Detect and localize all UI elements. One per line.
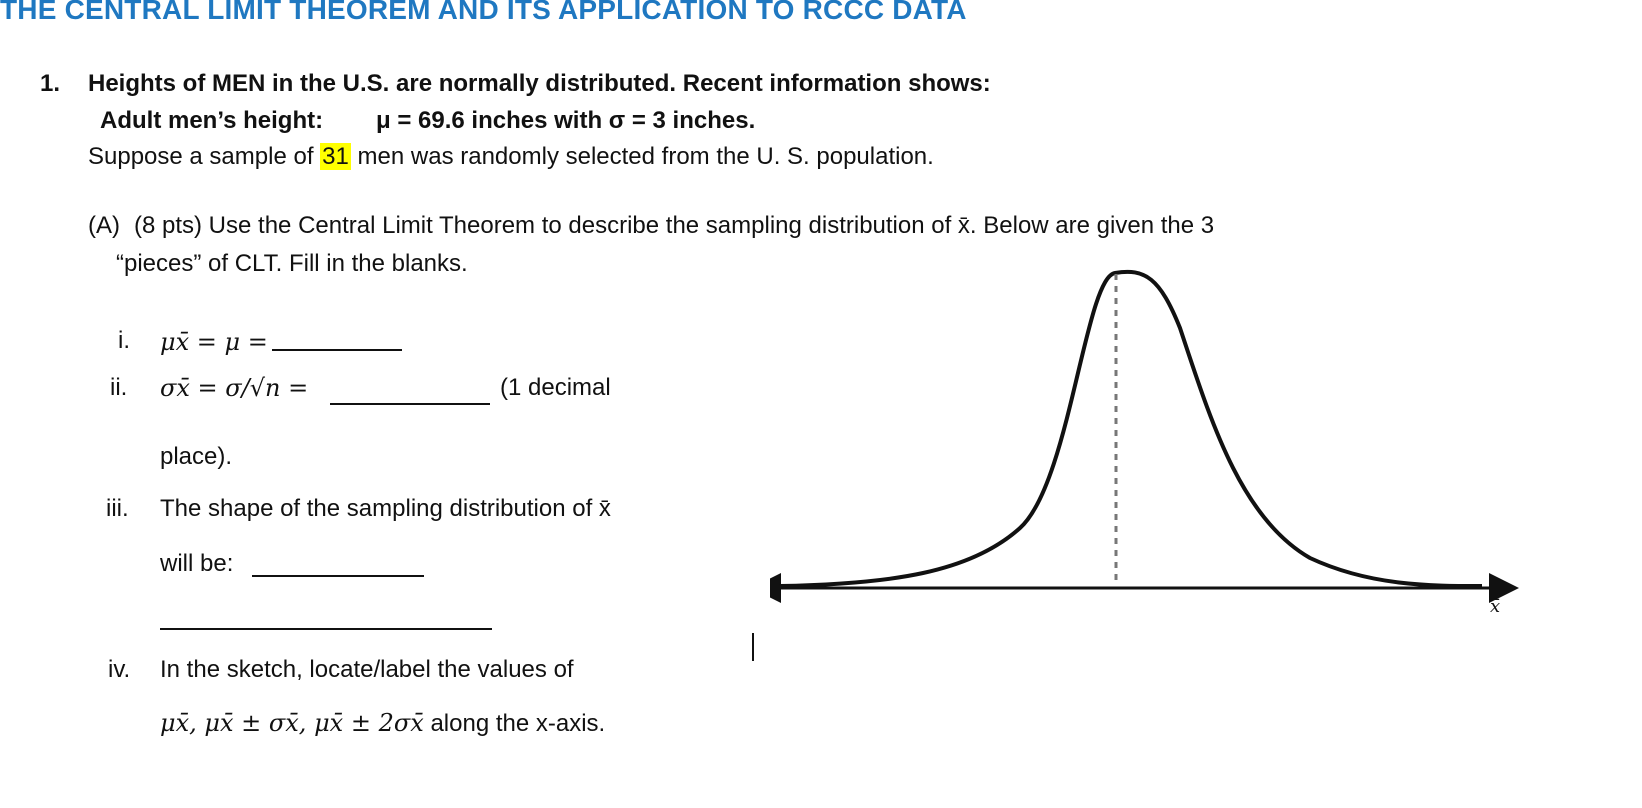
item-ii-blank[interactable] bbox=[330, 402, 490, 405]
item-i-formula: μx̄ = μ = bbox=[160, 328, 268, 356]
item-iii-text: The shape of the sampling distribution of x̄ bbox=[160, 495, 611, 522]
sample-text-after: men was randomly selected from the U. S. population. bbox=[357, 143, 934, 170]
item-iv-cont-text: along the x-axis. bbox=[430, 710, 606, 737]
bell-curve bbox=[780, 272, 1482, 586]
question-line-1: Heights of MEN in the U.S. are normally distributed. Recent information shows: bbox=[88, 70, 991, 97]
sample-text-before: Suppose a sample of bbox=[88, 143, 314, 170]
item-i-numeral: i. bbox=[118, 327, 130, 354]
item-ii-formula: σx̄ = σ/√n = bbox=[160, 374, 309, 402]
item-iv-numeral: iv. bbox=[108, 656, 131, 683]
part-a-text-line-2: “pieces” of CLT. Fill in the blanks. bbox=[116, 250, 468, 277]
x-axis-label: x̄ bbox=[1490, 596, 1501, 617]
item-i-blank[interactable] bbox=[272, 348, 402, 351]
item-iv-math: μx̄, μx̄ ± σx̄, μx̄ ± 2σx̄ bbox=[160, 709, 424, 737]
item-iii-blank-1[interactable] bbox=[252, 574, 424, 577]
item-ii-continuation: place). bbox=[160, 443, 233, 470]
item-iv-text: In the sketch, locate/label the values of bbox=[160, 656, 574, 683]
sample-size-highlight: 31 bbox=[322, 143, 349, 170]
normal-curve-sketch bbox=[770, 268, 1530, 628]
item-ii-suffix: (1 decimal bbox=[500, 374, 611, 401]
part-a-label: (A) bbox=[88, 212, 120, 239]
text-cursor bbox=[752, 633, 754, 661]
item-iii-continuation: will be: bbox=[160, 550, 234, 577]
item-iv-continuation bbox=[160, 709, 605, 738]
item-ii-numeral: ii. bbox=[110, 374, 128, 401]
item-iii-blank-2[interactable] bbox=[160, 627, 492, 630]
question-line-3 bbox=[88, 143, 934, 171]
question-line-2-value: μ = 69.6 inches with σ = 3 inches. bbox=[376, 107, 756, 134]
question-number: 1. bbox=[40, 70, 61, 97]
part-a-text-line-1: (8 pts) Use the Central Limit Theorem to describe the sampling distribution of x̄. Below are given the 3 bbox=[134, 212, 1215, 239]
question-line-2-label: Adult men’s height: bbox=[100, 107, 324, 134]
item-iii-numeral: iii. bbox=[106, 495, 129, 522]
page-title: THE CENTRAL LIMIT THEOREM AND ITS APPLICATION TO RCCC DATA bbox=[0, 0, 967, 25]
